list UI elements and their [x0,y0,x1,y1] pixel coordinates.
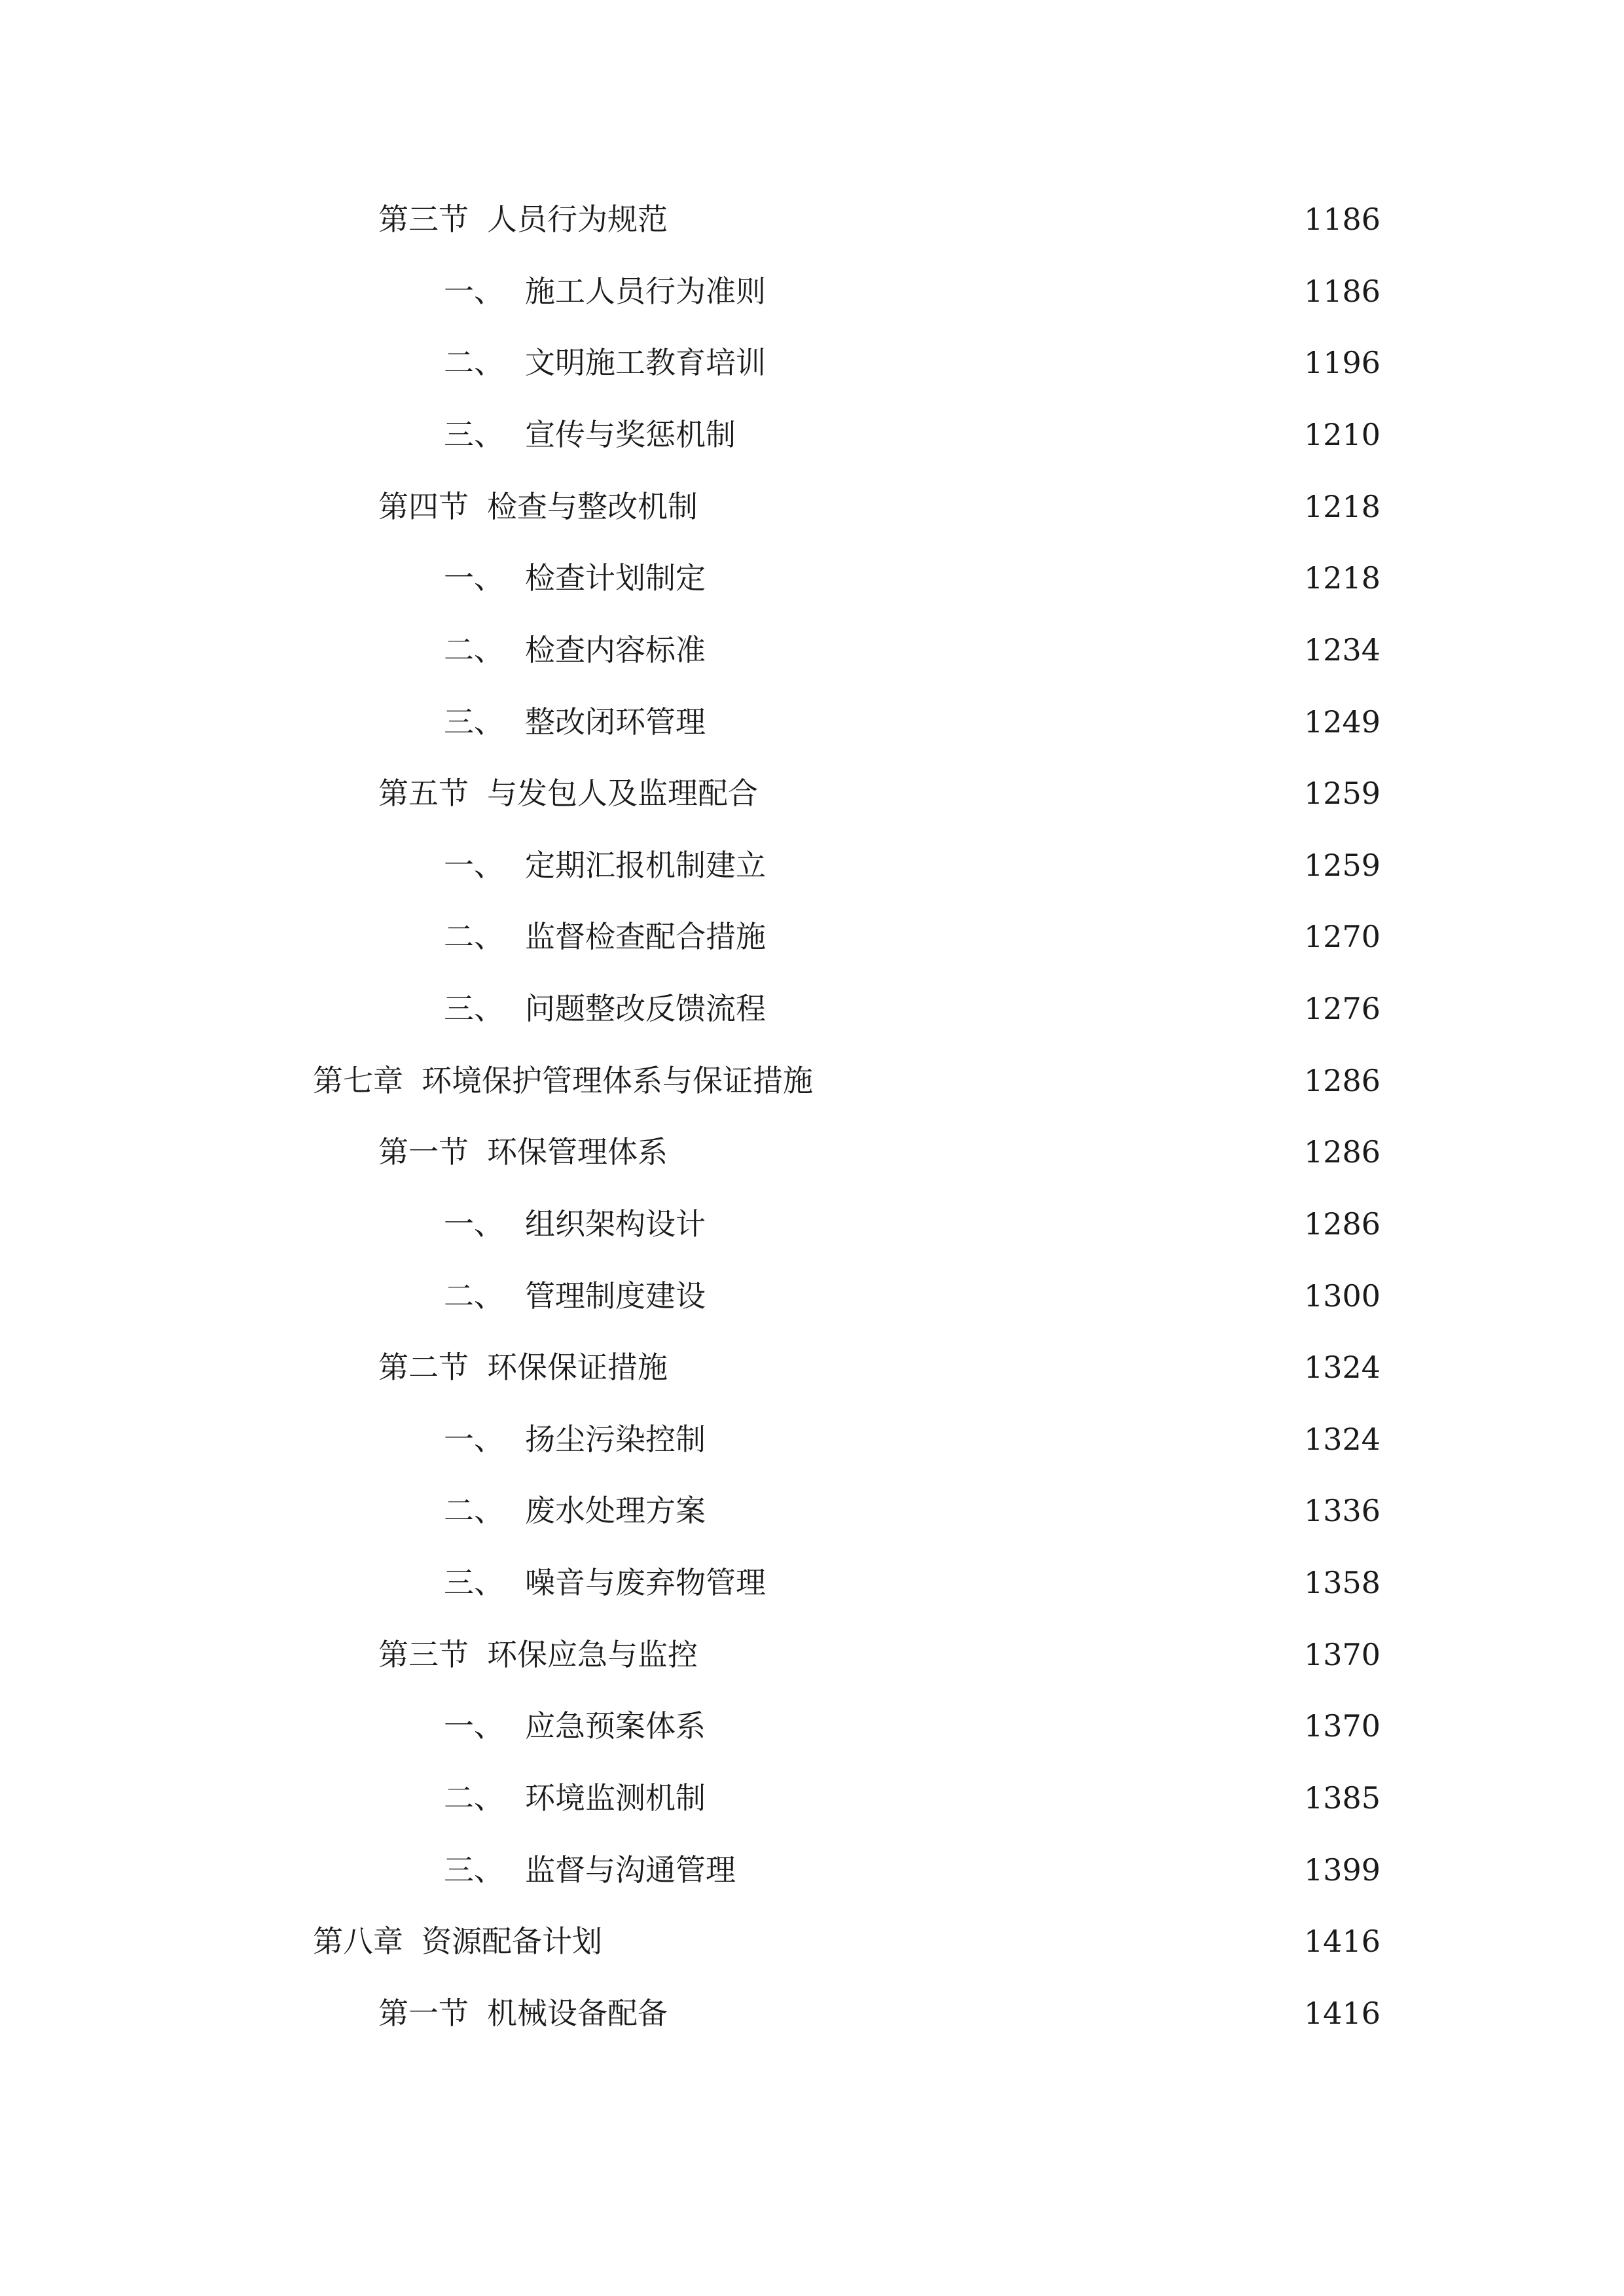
toc-entry-number: 二、 [444,1780,504,1816]
toc-entry[interactable] [0,1987,1624,2039]
toc-entry-number: 二、 [444,919,504,954]
toc-entry-number: 第二节 [378,1350,469,1385]
toc-entry-page: 1324 [1304,1350,1381,1385]
toc-entry-title: 监督与沟通管理 [525,1852,736,1888]
toc-entry-title: 组织架构设计 [525,1206,706,1242]
toc-entry-page: 1416 [1304,1996,1381,2031]
toc-entry-title: 机械设备配备 [487,1996,668,2031]
toc-entry[interactable] [0,624,1624,676]
toc-entry-page: 1385 [1304,1780,1381,1816]
toc-entry-title: 检查计划制定 [525,560,706,596]
toc-entry-page: 1259 [1304,848,1381,883]
toc-entry-title: 定期汇报机制建立 [525,848,766,883]
toc-entry-number: 二、 [444,1493,504,1528]
toc-dot-leader [717,1281,1295,1311]
toc-dot-leader [748,1855,1295,1885]
toc-dot-leader [679,1998,1295,2028]
toc-entry-number: 二、 [444,345,504,380]
toc-dot-leader [679,1352,1295,1382]
toc-entry[interactable] [0,1198,1624,1250]
toc-dot-leader [717,1209,1295,1239]
toc-dot-leader [717,1783,1295,1813]
toc-entry-page: 1218 [1304,560,1381,596]
toc-entry-page: 1218 [1304,489,1381,524]
toc-entry[interactable] [0,265,1624,317]
toc-entry-number: 一、 [444,1206,504,1242]
toc-entry-page: 1416 [1304,1924,1381,1959]
toc-entry-number: 一、 [444,560,504,596]
toc-entry[interactable] [0,1772,1624,1824]
toc-entry-title: 环境监测机制 [525,1780,706,1816]
toc-entry-number: 第三节 [378,1637,469,1672]
toc-entry[interactable] [0,1700,1624,1752]
toc-dot-leader [778,348,1295,378]
toc-entry-page: 1286 [1304,1134,1381,1170]
toc-dot-leader [679,204,1295,234]
toc-entry-number: 三、 [444,417,504,452]
toc-entry-page: 1249 [1304,704,1381,740]
toc-entry-number: 二、 [444,1278,504,1314]
toc-entry-number: 一、 [444,1422,504,1457]
toc-entry-number: 三、 [444,704,504,740]
toc-entry-title: 环保保证措施 [487,1350,668,1385]
toc-entry-title: 文明施工教育培训 [525,345,766,380]
toc-entry-number: 第一节 [378,1134,469,1170]
toc-dot-leader [717,563,1295,593]
toc-entry-number: 第三节 [378,202,469,237]
toc-dot-leader [717,635,1295,665]
toc-entry-page: 1370 [1304,1637,1381,1672]
toc-entry-page: 1259 [1304,776,1381,811]
toc-entry[interactable] [0,1915,1624,1967]
toc-entry-page: 1399 [1304,1852,1381,1888]
toc-entry[interactable] [0,193,1624,245]
toc-entry-title: 资源配备计划 [422,1924,602,1959]
toc-entry[interactable] [0,480,1624,533]
toc-entry[interactable] [0,1484,1624,1537]
toc-entry-page: 1324 [1304,1422,1381,1457]
toc-entry-number: 一、 [444,848,504,883]
toc-entry-number: 第八章 [313,1924,403,1959]
toc-dot-leader [778,922,1295,952]
toc-dot-leader [717,707,1295,737]
toc-entry[interactable] [0,767,1624,819]
toc-entry-title: 施工人员行为准则 [525,274,766,309]
toc-entry[interactable] [0,1126,1624,1178]
toc-entry[interactable] [0,839,1624,891]
toc-dot-leader [710,1640,1295,1670]
toc-entry-number: 三、 [444,1565,504,1600]
toc-entry-title: 检查内容标准 [525,632,706,668]
toc-entry[interactable] [0,552,1624,604]
toc-entry-title: 扬尘污染控制 [525,1422,706,1457]
toc-entry-page: 1336 [1304,1493,1381,1528]
toc-entry-title: 人员行为规范 [487,202,668,237]
toc-entry-page: 1186 [1304,202,1381,237]
toc-entry-number: 一、 [444,1708,504,1744]
toc-entry-page: 1286 [1304,1206,1381,1242]
toc-entry-title: 宣传与奖惩机制 [525,417,736,452]
toc-entry-title: 与发包人及监理配合 [487,776,758,811]
toc-entry-number: 第五节 [378,776,469,811]
toc-dot-leader [778,276,1295,306]
toc-entry-page: 1186 [1304,274,1381,309]
toc-entry-page: 1210 [1304,417,1381,452]
toc-dot-leader [614,1926,1295,1956]
toc-entry[interactable] [0,1341,1624,1393]
toc-dot-leader [778,1568,1295,1598]
toc-entry-number: 第四节 [378,489,469,524]
toc-dot-leader [778,850,1295,880]
toc-entry-title: 管理制度建设 [525,1278,706,1314]
toc-entry[interactable] [0,910,1624,963]
toc-entry-title: 环境保护管理体系与保证措施 [422,1063,813,1098]
toc-entry-title: 监督检查配合措施 [525,919,766,954]
toc-entry-page: 1276 [1304,991,1381,1026]
toc-entry[interactable] [0,982,1624,1035]
toc-entry[interactable] [0,696,1624,748]
toc-entry-page: 1270 [1304,919,1381,954]
toc-entry-page: 1234 [1304,632,1381,668]
toc-entry[interactable] [0,1270,1624,1322]
toc-entry-page: 1370 [1304,1708,1381,1744]
toc-dot-leader [717,1496,1295,1526]
toc-entry-title: 检查与整改机制 [487,489,698,524]
toc-entry-title: 噪音与废弃物管理 [525,1565,766,1600]
toc-dot-leader [710,492,1295,522]
toc-dot-leader [748,420,1295,450]
toc-entry-number: 三、 [444,1852,504,1888]
toc-entry[interactable] [0,1844,1624,1896]
toc-dot-leader [717,1424,1295,1454]
toc-entry-title: 问题整改反馈流程 [525,991,766,1026]
toc-entry[interactable] [0,1413,1624,1465]
toc-entry[interactable] [0,1054,1624,1107]
toc-entry-title: 废水处理方案 [525,1493,706,1528]
toc-entry-number: 三、 [444,991,504,1026]
toc-entry-number: 一、 [444,274,504,309]
toc-entry[interactable] [0,1556,1624,1609]
toc-entry-title: 应急预案体系 [525,1708,706,1744]
toc-dot-leader [679,1137,1295,1167]
toc-dot-leader [717,1711,1295,1741]
toc-dot-leader [778,994,1295,1024]
toc-entry-page: 1300 [1304,1278,1381,1314]
toc-entry-page: 1196 [1304,345,1381,380]
toc-entry-page: 1358 [1304,1565,1381,1600]
toc-entry[interactable] [0,1628,1624,1681]
toc-dot-leader [770,778,1295,808]
toc-dot-leader [825,1066,1295,1096]
toc-entry-number: 第一节 [378,1996,469,2031]
toc-entry-page: 1286 [1304,1063,1381,1098]
toc-entry[interactable] [0,408,1624,461]
toc-entry[interactable] [0,336,1624,389]
toc-entry-title: 整改闭环管理 [525,704,706,740]
toc-entry-number: 第七章 [313,1063,403,1098]
toc-entry-number: 二、 [444,632,504,668]
toc-entry-title: 环保管理体系 [487,1134,668,1170]
toc-entry-title: 环保应急与监控 [487,1637,698,1672]
